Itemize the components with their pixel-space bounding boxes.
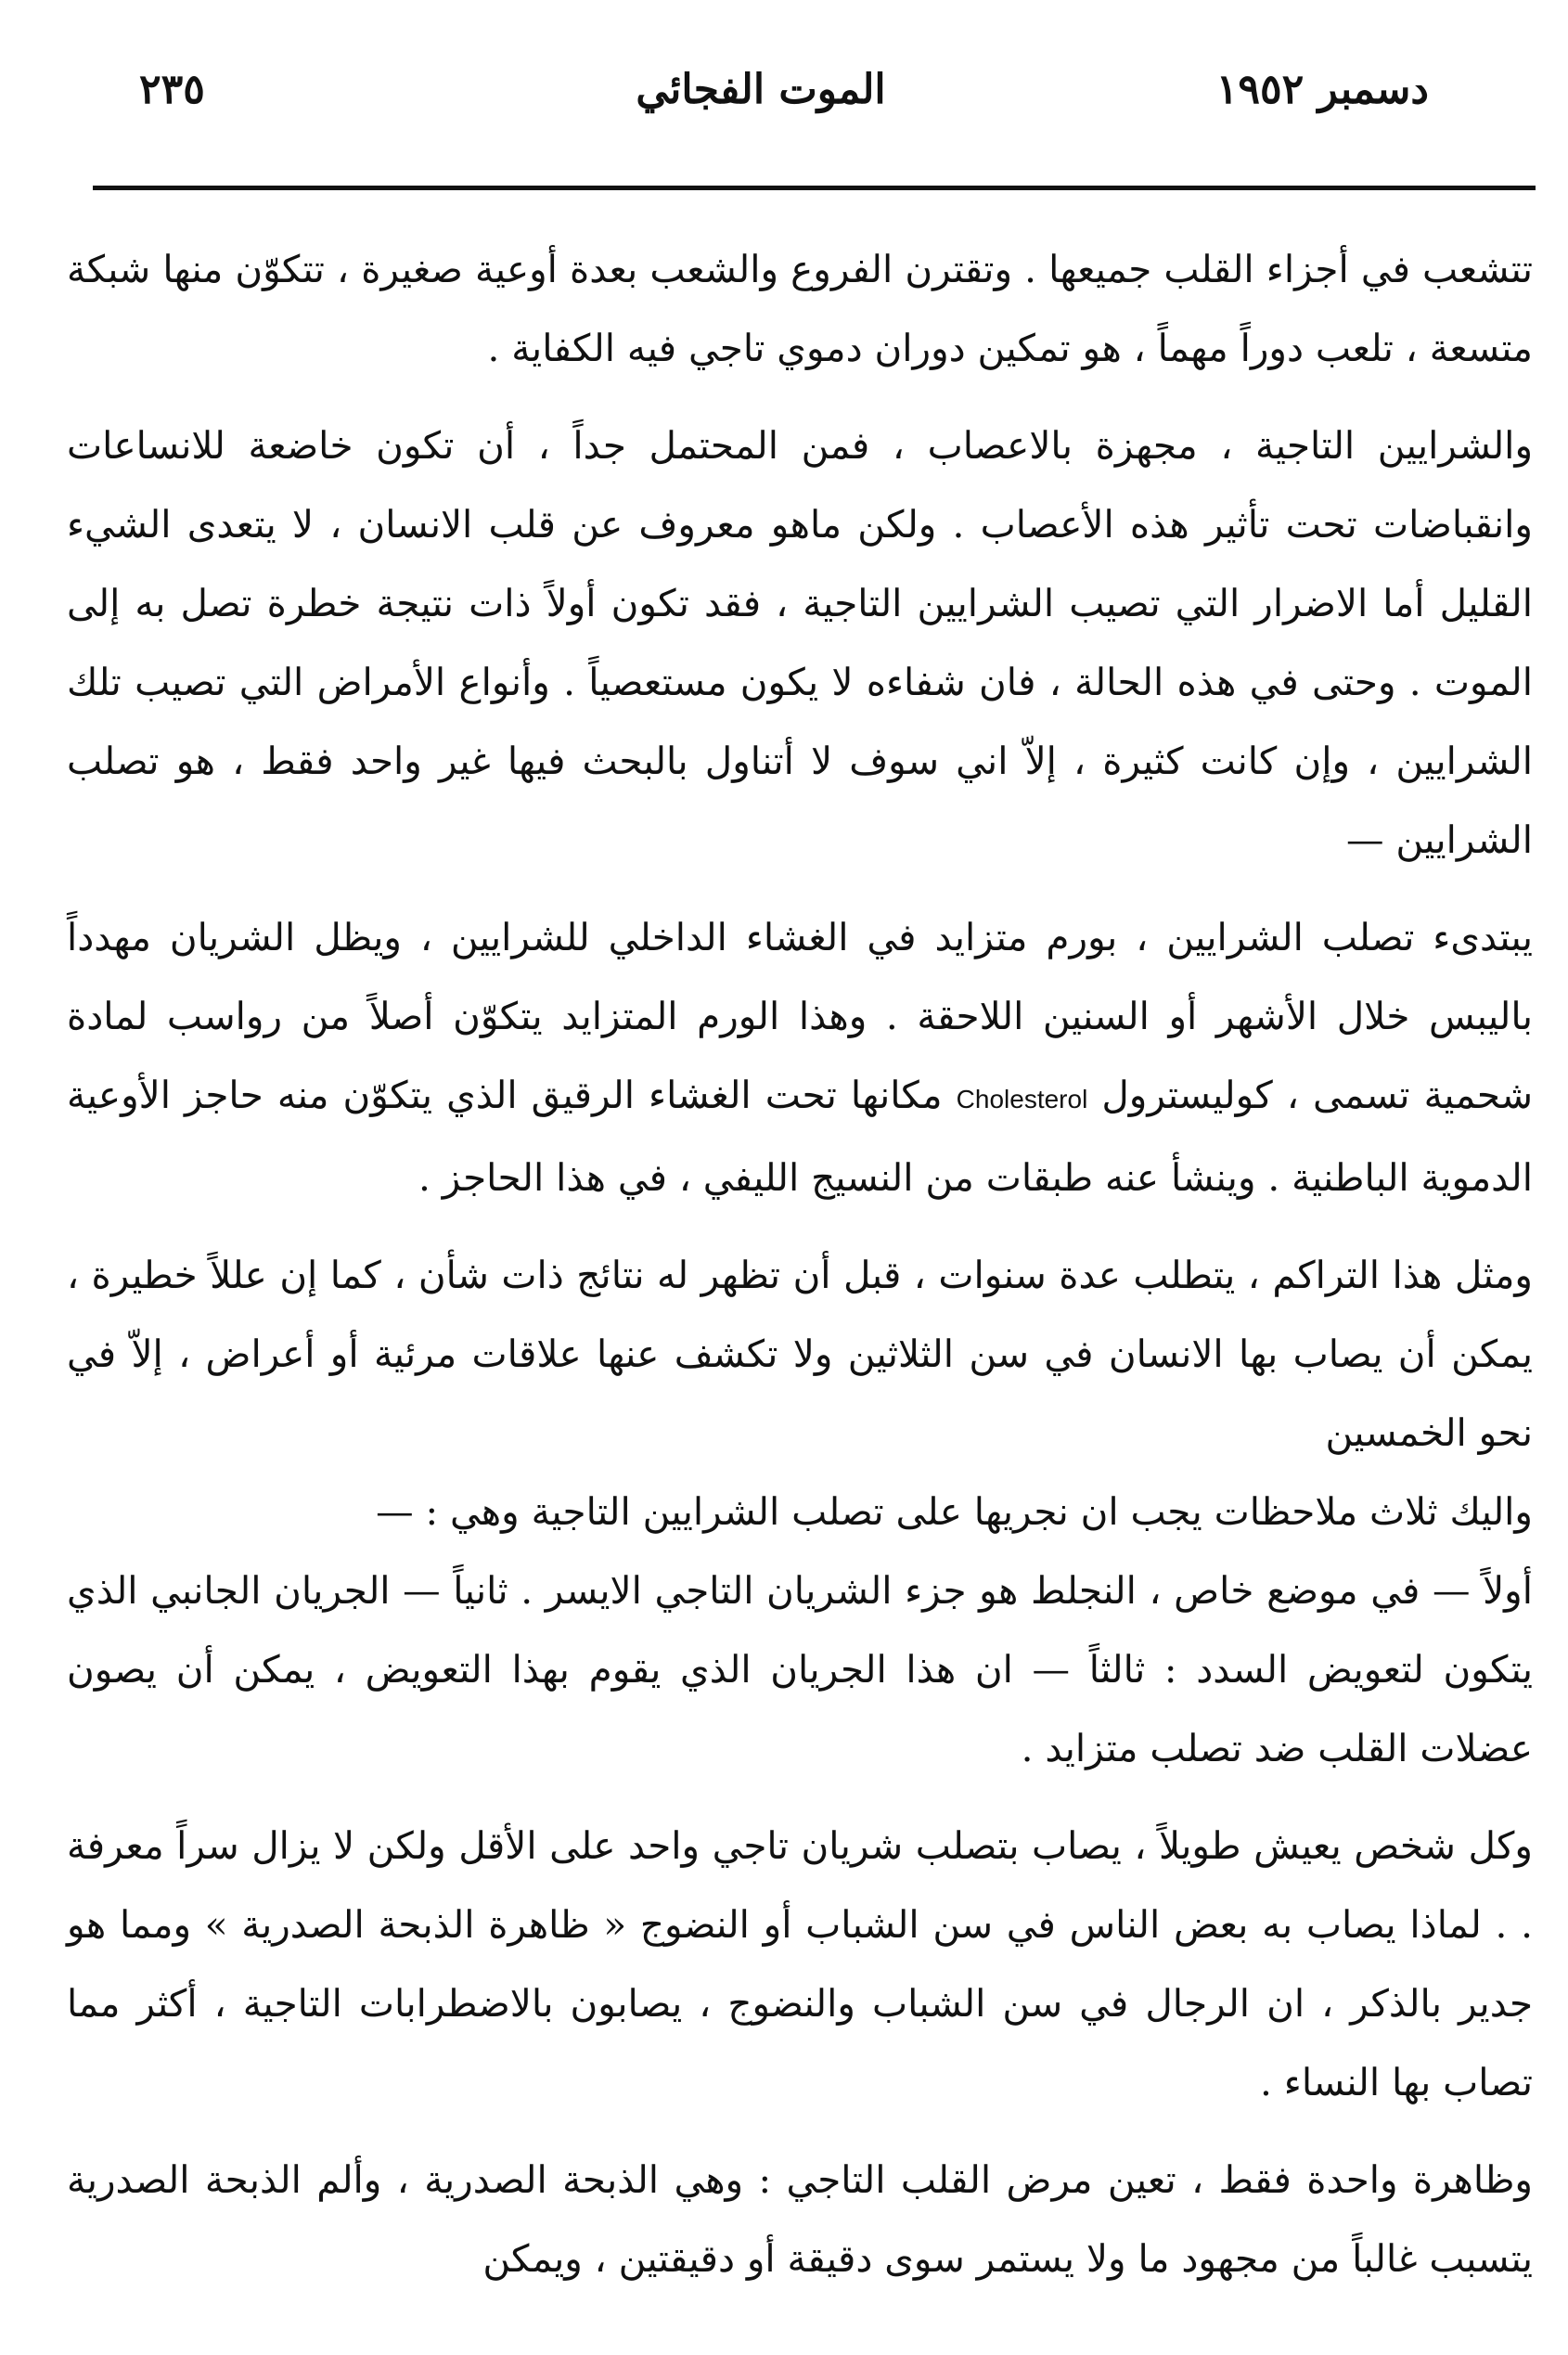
paragraph-7: وكل شخص يعيش طويلاً ، يصاب بتصلب شريان تاجي واحد على الأقل ولكن لا يزال سراً معرفة . . لماذا يصاب به بعض الناس في سن الشباب أو النضوج « ظاهرة الذبحة الصدرية » ومما هو جدير بالذكر ، ان الرجال في سن الشباب والنضوج ، يصابون بالاضطرابات التاجية ، أكثر مما تصاب بها النساء . xyxy=(55,1823,1533,2104)
running-title: الموت الفجائي xyxy=(636,66,886,113)
header-rule xyxy=(93,186,1536,190)
paragraph-8: وظاهرة واحدة فقط ، تعين مرض القلب التاجي : وهي الذبحة الصدرية ، وألم الذبحة الصدرية يتسبب غالباً من مجهود ما ولا يستمر سوى دقيقة أو دقيقتين ، ويمكن xyxy=(55,2157,1533,2281)
paragraph-3-part-1: يبتدىء تصلب الشرايين ، بورم متزايد في الغشاء الداخلي للشرايين ، ويظل الشريان مهدداً باليبس خلال الأشهر أو السنين اللاحقة . وهذا الورم المتزايد يتكوّن أصلاً من رواسب لمادة شحمية تسمى ، كوليسترول xyxy=(55,915,1534,1117)
paragraph-3-part-2: مكانها تحت الغشاء الرقيق الذي يتكوّن منه حاجز الأوعية الدموية الباطنية . وينشأ عنه طبقات من النسيج الليفي ، في هذا الحاجز . xyxy=(55,1073,1533,1200)
header-date: دسمبر ١٩٥٢ xyxy=(1215,66,1429,113)
paragraph-3 xyxy=(55,898,1534,1217)
page-number: ٢٣٥ xyxy=(139,66,205,113)
latin-term-cholesterol: Cholesterol xyxy=(956,1085,1088,1113)
body-text xyxy=(55,230,1534,2317)
paragraph-1: تتشعب في أجزاء القلب جميعها . وتقترن الفروع والشعب بعدة أوعية صغيرة ، تتكوّن منها شبكة متسعة ، تلعب دوراً مهماً ، هو تمكين دوران دموي تاجي فيه الكفاية . xyxy=(55,247,1533,370)
paragraph-2: والشرايين التاجية ، مجهزة بالاعصاب ، فمن المحتمل جداً ، أن تكون خاضعة للانساعات وانقباضات تحت تأثير هذه الأعصاب . ولكن ماهو معروف عن قلب الانسان ، لا يتعدى الشيء القليل أما الاضرار التي تصيب الشرايين التاجية ، فقد تكون أولاً ذات نتيجة خطرة تصل به إلى الموت . وحتى في هذه الحالة ، فان شفاءه لا يكون مستعصياً . وأنواع الأمراض التي تصيب تلك الشرايين ، وإن كانت كثيرة ، إلاّ اني سوف لا أتناول بالبحث فيها غير واحد فقط ، هو تصلب الشرايين — xyxy=(55,423,1533,862)
page-header xyxy=(93,58,1429,122)
paragraph-6: أولاً — في موضع خاص ، النجلط هو جزء الشريان التاجي الايسر . ثانياً — الجريان الجانبي الذي يتكون لتعويض السدد : ثالثاً — ان هذا الجريان الذي يقوم بهذا التعويض ، يمكن أن يصون عضلات القلب ضد تصلب متزايد . xyxy=(55,1568,1533,1770)
paragraph-5: واليك ثلاث ملاحظات يجب ان نجريها على تصلب الشرايين التاجية وهي : — xyxy=(376,1489,1533,1534)
paragraph-4: ومثل هذا التراكم ، يتطلب عدة سنوات ، قبل أن تظهر له نتائج ذات شأن ، كما إن عللاً خطيرة ، يمكن أن يصاب بها الانسان في سن الثلاثين ولا تكشف عنها علاقات مرئية أو أعراض ، إلاّ في نحو الخمسين xyxy=(55,1253,1533,1455)
